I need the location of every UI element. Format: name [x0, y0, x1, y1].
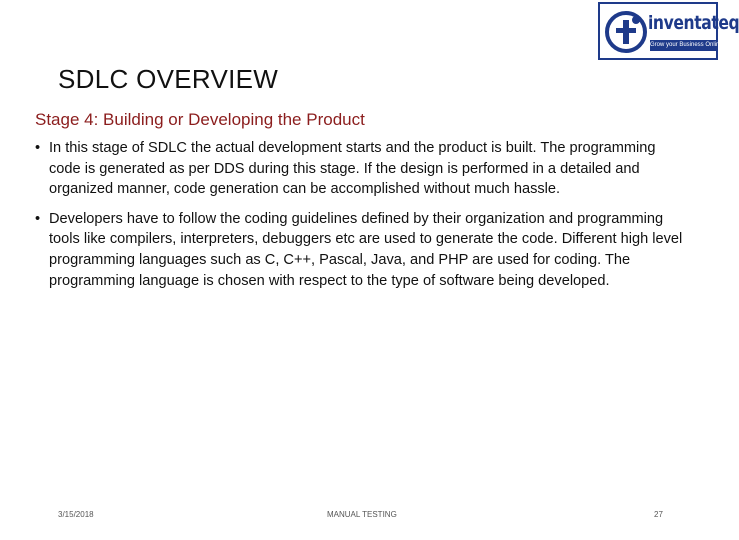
footer-date: 3/15/2018: [58, 510, 94, 519]
bullet-dot-icon: •: [35, 210, 41, 227]
bullet-text: In this stage of SDLC the actual development starts and the product is built. The programming code is generated as per DDS during this stage. If the design is performed in a detailed and organized manner, code generation can be accomplished without much hassle.: [49, 140, 656, 198]
footer-title: MANUAL TESTING: [327, 510, 397, 519]
brand-logo: [598, 2, 739, 60]
section-heading: Stage 4: Building or Developing the Product: [35, 110, 365, 129]
bullet-dot-icon: •: [35, 140, 41, 156]
page-number: 27: [654, 510, 663, 519]
bullet-list: [35, 138, 685, 300]
logo-tagline: Grow your Business Online: [650, 40, 716, 51]
logo-mark-icon: [604, 10, 648, 54]
bullet-item: [35, 209, 685, 291]
logo-wordmark: inventateq: [648, 12, 739, 34]
slide-title: SDLC OVERVIEW: [58, 64, 279, 94]
bullet-text: Developers have to follow the coding guidelines defined by their organization and programming tools like compilers, interpreters, debuggers etc are used to generate the code. Different high level programming languages such as C, C++, Pascal, Java, and PHP are used for coding. The programming language is chosen with respect to the type of software being developed.: [49, 210, 683, 289]
bullet-item: [35, 138, 685, 200]
